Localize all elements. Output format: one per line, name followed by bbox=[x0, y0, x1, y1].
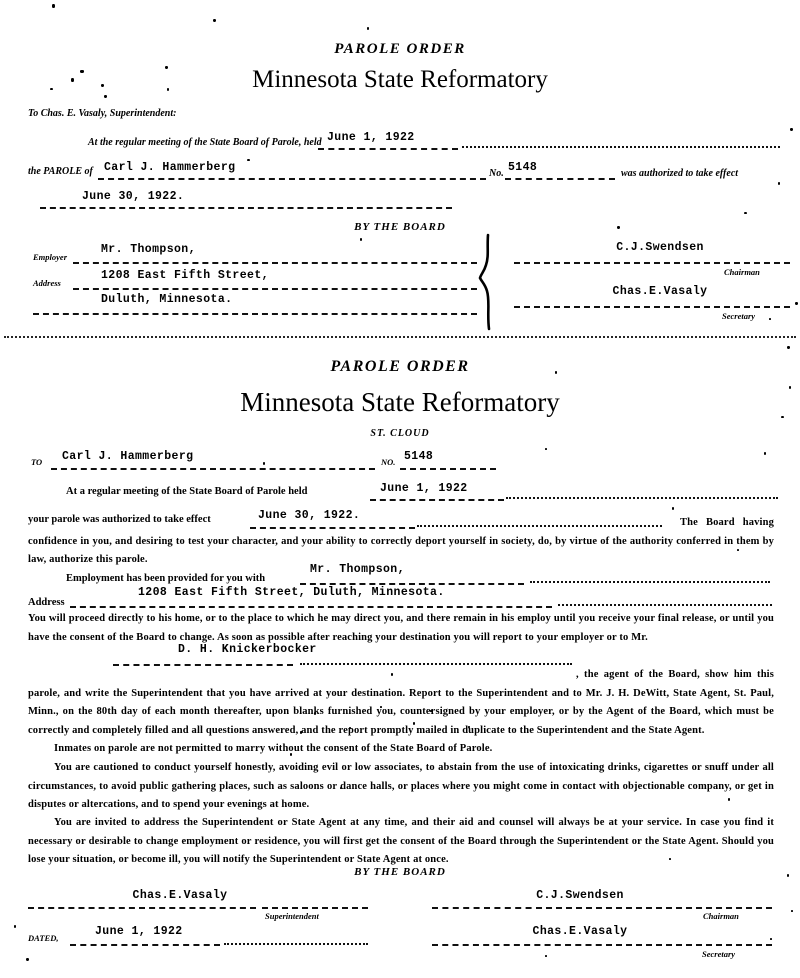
order2-chairman-title: Chairman bbox=[703, 911, 739, 921]
order1-address-label: Address bbox=[33, 278, 61, 288]
order1-secretary-name[interactable]: Chas.E.Vasaly bbox=[612, 285, 708, 298]
order1-parolee-rule bbox=[98, 178, 486, 180]
order2-secretary-rule-tail bbox=[616, 944, 772, 946]
order2-dated-label: DATED, bbox=[28, 933, 59, 943]
order1-number-value[interactable]: 5148 bbox=[508, 161, 538, 174]
order1-meeting-date-rule bbox=[318, 148, 458, 150]
order2-agent-name-value[interactable]: D. H. Knickerbocker bbox=[178, 643, 317, 656]
perforation-separator bbox=[4, 336, 796, 338]
order2-address-value[interactable]: 1208 East Fifth Street, Duluth, Minnesota. bbox=[138, 586, 445, 599]
order1-meeting-prefix: At the regular meeting of the State Board of Parole, held bbox=[88, 137, 322, 148]
order2-para-proceed-a: You will proceed directly to his home, or to the place to which he may direct you, and there remain in his employ until you receive your final release, or until you have the consent of the Board to change. As soon as possible after reaching your destination you will report to your employer or to Mr. bbox=[28, 613, 774, 643]
order2-secretary-title: Secretary bbox=[702, 949, 736, 959]
order1-by-the-board: BY THE BOARD bbox=[354, 221, 446, 233]
order1-secretary-title: Secretary bbox=[722, 311, 756, 321]
order2-chairman-name[interactable]: C.J.Swendsen bbox=[536, 889, 624, 902]
order2-secretary-name[interactable]: Chas.E.Vasaly bbox=[532, 925, 628, 938]
order1-employer-rule bbox=[73, 262, 477, 264]
order2-number-value[interactable]: 5148 bbox=[404, 450, 434, 463]
order1-effect-date-value[interactable]: June 30, 1922. bbox=[82, 190, 185, 203]
order2-effect-prefix: your parole was authorized to take effect bbox=[28, 514, 211, 525]
order1-address-line2-rule bbox=[33, 313, 477, 315]
order2-para-invited: You are invited to address the Superintendent or State Agent at any time, and their aid and counsel will always be at your service. In case you find it necessary or desirable to change employment or residence, you will first get the consent of the Board through the Superintendent or the State Agent. Should you lose your situation, or become ill, you will notify the Superintendent or State Agent at once. bbox=[28, 817, 774, 865]
order2-address-label: Address bbox=[28, 597, 65, 608]
order2-dated-rule bbox=[70, 944, 220, 946]
order2-superintendent-name[interactable]: Chas.E.Vasaly bbox=[132, 889, 228, 902]
order2-para-marry: Inmates on parole are not permitted to marry without the consent of the State Board of Parole. bbox=[54, 743, 493, 754]
order1-secretary-rule bbox=[514, 306, 790, 308]
order1-address-line2-value[interactable]: Duluth, Minnesota. bbox=[101, 293, 233, 306]
order1-kicker: PAROLE ORDER bbox=[334, 41, 466, 57]
order2-kicker: PAROLE ORDER bbox=[330, 358, 470, 375]
order2-chairman-rule bbox=[432, 907, 542, 909]
order1-number-label: No. bbox=[489, 168, 504, 179]
order1-title: Minnesota State Reformatory bbox=[252, 66, 548, 93]
order2-meeting-date-value[interactable]: June 1, 1922 bbox=[380, 482, 468, 495]
order2-employer-rule-tail bbox=[530, 581, 770, 583]
order1-chairman-name[interactable]: C.J.Swendsen bbox=[616, 241, 704, 254]
order2-para-confidence: The Board having confidence in you, and desiring to test your character, and your ability to correctly deport yourself in society, do, by virtue of the authority conferred in them by law, authorize this parole. bbox=[28, 517, 774, 565]
order2-to-label: TO bbox=[31, 457, 43, 467]
order2-meeting-date-rule-tail bbox=[506, 497, 778, 499]
order1-meeting-date-value[interactable]: June 1, 1922 bbox=[327, 131, 415, 144]
order2-address-rule-tail bbox=[558, 604, 772, 606]
order2-meeting-prefix: At a regular meeting of the State Board of Parole held bbox=[66, 486, 308, 497]
order1-address-line1-rule bbox=[73, 288, 477, 290]
order1-employer-value[interactable]: Mr. Thompson, bbox=[101, 243, 196, 256]
order1-parole-prefix: the PAROLE of bbox=[28, 166, 93, 177]
order2-parolee-name-value[interactable]: Carl J. Hammerberg bbox=[62, 450, 194, 463]
order2-superintendent-rule bbox=[28, 907, 256, 909]
order1-employer-label: Employer bbox=[33, 252, 67, 262]
order1-chairman-rule bbox=[514, 262, 790, 264]
order1-effect-suffix: was authorized to take effect bbox=[621, 168, 739, 179]
order2-number-rule bbox=[400, 468, 496, 470]
order1-effect-date-rule bbox=[40, 207, 452, 209]
order2-location: ST. CLOUD bbox=[370, 428, 430, 439]
order2-chairman-rule-tail bbox=[546, 907, 772, 909]
order2-superintendent-title: Superintendent bbox=[265, 911, 319, 921]
order2-title: Minnesota State Reformatory bbox=[240, 387, 560, 417]
order2-parolee-rule bbox=[51, 468, 375, 470]
order2-dated-value[interactable]: June 1, 1922 bbox=[95, 925, 183, 938]
order2-employer-value[interactable]: Mr. Thompson, bbox=[310, 563, 405, 576]
order2-agent-rule-tail bbox=[300, 663, 572, 665]
order2-superintendent-rule-tail bbox=[262, 907, 368, 909]
order1-meeting-date-rule-tail bbox=[462, 146, 780, 148]
order2-meeting-date-rule bbox=[370, 499, 504, 501]
order2-employment-prefix: Employment has been provided for you with bbox=[66, 573, 266, 584]
order1-addressee: To Chas. E. Vasaly, Superintendent: bbox=[28, 108, 177, 119]
order2-secretary-rule bbox=[432, 944, 612, 946]
order1-parolee-name-value[interactable]: Carl J. Hammerberg bbox=[104, 161, 236, 174]
order2-para-proceed-b: , the agent of the Board, show him this parole, and write the Superintendent that you have arrived at your destination. Report to the Superintendent and to Mr. J. H. DeWitt, State Agent, St. Paul, Minn., on the 80th day of each month thereafter, upon blanks furnished you, countersigned by your employer, or by the Agent of the Board, which must be correctly and completely filled and all questions answered, and the report promptly mailed in duplicate to the Superintendent and the State Agent. bbox=[28, 669, 774, 736]
order2-number-label: NO. bbox=[381, 457, 396, 467]
order2-employer-rule bbox=[300, 583, 524, 585]
order1-number-rule bbox=[505, 178, 615, 180]
order1-brace bbox=[478, 234, 504, 330]
order2-by-the-board: BY THE BOARD bbox=[354, 866, 446, 878]
order1-address-line1-value[interactable]: 1208 East Fifth Street, bbox=[101, 269, 269, 282]
order1-chairman-title: Chairman bbox=[724, 267, 760, 277]
order2-effect-date-value[interactable]: June 30, 1922. bbox=[258, 509, 361, 522]
order2-dated-rule-tail bbox=[224, 943, 368, 945]
order2-para-caution: You are cautioned to conduct yourself honestly, avoiding evil or low associates, to abstain from the use of intoxicating drinks, cigarettes or snuff under all circumstances, to avoid public gathering places, such as saloons or dance halls, or places where you might come in contact with objectionable company, or get in disputes or altercations, and to spend your evenings at home. bbox=[28, 762, 774, 810]
order2-address-rule bbox=[70, 606, 552, 608]
